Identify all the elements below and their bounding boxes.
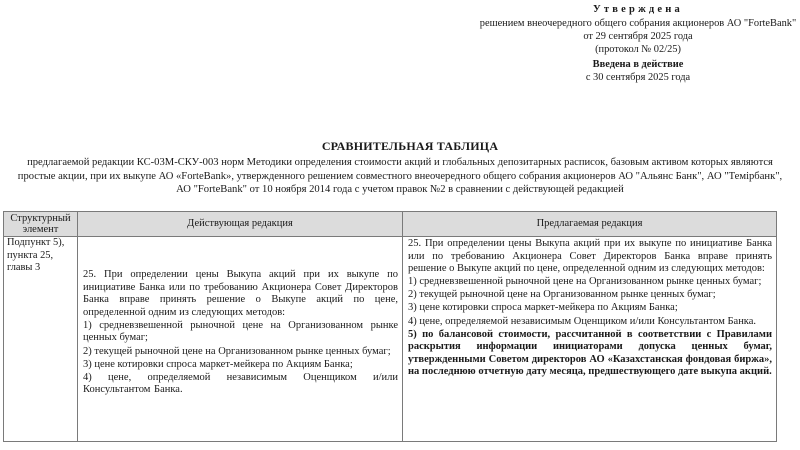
- document-title: СРАВНИТЕЛЬНАЯ ТАБЛИЦА: [321, 139, 499, 153]
- header-structural-element: Структурный элемент: [4, 212, 78, 237]
- header-current-edition: Действующая редакция: [78, 212, 403, 237]
- effective-date: с 30 сентября 2025 года: [585, 72, 691, 83]
- approval-decision: решением внеочередного общего собрания акционеров АО "ForteBank": [479, 18, 797, 29]
- current-paragraph-intro: 25. При определении цены Выкупа акций при их выкупе по инициативе Банка или по требованию Акционера Совет Директоров Банка вправе принять решение о Выкупе акций по цене, определенной одним из следующих методов:: [83, 269, 398, 318]
- proposed-item-1: 1) средневзвешенной рыночной цене на Организованном рынке ценных бумаг;: [408, 276, 762, 288]
- current-item-3: 3) цене котировки спроса маркет-мейкера по Акциям Банка;: [83, 358, 353, 370]
- approval-date: от 29 сентября 2025 года: [583, 31, 693, 42]
- current-item-2: 2) текущей рыночной цене на Организованном рынке ценных бумаг;: [83, 345, 391, 357]
- title-block: [0, 139, 800, 197]
- current-item-4: 4) цене, определяемой независимым Оценщиком и/или Консультантом Банка.: [83, 371, 398, 396]
- proposed-paragraph-intro: 25. При определении цены Выкупа акций при их выкупе по инициативе Банка или по требованию Акционера Совет Директоров Банка вправе принять решение о Выкупе акций по цене, определенной одним из следующих методов:: [408, 238, 772, 275]
- current-item-1: 1) средневзвешенной рыночной цене на Организованном рынке ценных бумаг;: [83, 319, 398, 344]
- table-header-row: [4, 212, 777, 237]
- current-edition-cell: [78, 237, 403, 442]
- proposed-item-4: 4) цене, определяемой независимым Оценщиком и/или Консультантом Банка.: [408, 315, 757, 327]
- approval-block: [478, 3, 798, 84]
- proposed-edition-cell: [403, 237, 777, 442]
- comparison-table: [3, 211, 777, 442]
- proposed-item-3: 3) цене котировки спроса маркет-мейкера по Акциям Банка;: [408, 302, 678, 314]
- approval-protocol: (протокол № 02/25): [595, 44, 681, 55]
- approved-heading: Утверждена: [593, 4, 683, 15]
- effective-heading: Введена в действие: [592, 59, 684, 70]
- structural-element-cell: Подпункт 5), пункта 25, главы 3: [4, 237, 78, 442]
- table-row: [4, 237, 777, 442]
- header-proposed-edition: Предлагаемая редакция: [403, 212, 777, 237]
- document-subtitle: предлагаемой редакции КС-03М-СКУ-003 норм Методики определения стоимости акций и глобальных депозитарных расписок, базовым активом которых являются простые акции, при их выкупе АО «ForteBank», утвержденного решением совместного внеочередного общего собрания акционеров АО "Альянс Банк", АО "Темірбанк", АО "ForteBank" от 10 ноября 2014 года с учетом правок №2 в сравнении с действующей редакцией: [17, 157, 783, 195]
- proposed-item-2: 2) текущей рыночной цене на Организованном рынке ценных бумаг;: [408, 289, 716, 301]
- proposed-item-5-new: 5) по балансовой стоимости, рассчитанной в соответствии с Правилами раскрытия информации инициаторами допуска ценных бумаг, утвержденными Советом директоров АО «Казахстанская фондовая биржа», на последнюю отчетную дату месяца, предшествующего дате выкупа акций.: [408, 328, 772, 378]
